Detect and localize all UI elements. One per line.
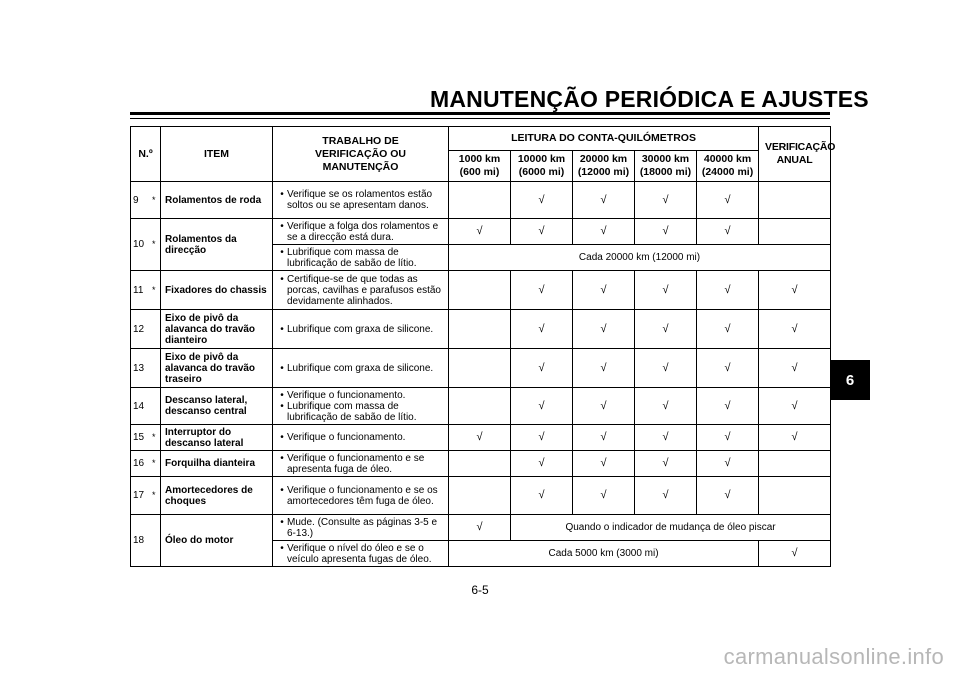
watermark: carmanualsonline.info	[723, 644, 944, 669]
table-row: 16 * Forquilha dianteira • Verifique o funcionamento e se apresenta fuga de óleo. √ √ √ √	[131, 451, 831, 477]
check-mark: √	[759, 425, 831, 451]
table-row: 13 Eixo de pivô da alavanca do travão traseiro • Lubrifique com graxa de silicone. √ √ √ √ √	[131, 349, 831, 388]
table-row: 11 * Fixadores do chassis • Certifique-se de que todas as porcas, cavilhas e parafusos estão devidamente alinhados. √ √ √ √ √	[131, 271, 831, 310]
check-mark: √	[573, 182, 635, 219]
check-mark: √	[635, 182, 697, 219]
check-mark: √	[449, 515, 511, 541]
check-mark: √	[697, 451, 759, 477]
check-mark: √	[511, 451, 573, 477]
check-mark: √	[697, 349, 759, 388]
check-mark: √	[697, 310, 759, 349]
header-annual: VERIFICAÇÃO ANUAL	[759, 127, 831, 182]
header-no: N.º	[131, 127, 161, 182]
check-mark: √	[759, 388, 831, 425]
check-mark: √	[635, 271, 697, 310]
check-mark: √	[635, 451, 697, 477]
table-row: 9 * Rolamentos de roda • Verifique se os rolamentos estão soltos ou se apresentam danos. √ √ √ √	[131, 182, 831, 219]
header-item: ITEM	[161, 127, 273, 182]
table-row: 17 * Amortecedores de choques • Verifique o funcionamento e se os amortecedores têm fuga de óleo. √ √ √ √	[131, 477, 831, 515]
check-mark: √	[635, 310, 697, 349]
check-mark: √	[449, 425, 511, 451]
check-mark: √	[573, 477, 635, 515]
check-mark: √	[511, 271, 573, 310]
check-mark: √	[697, 271, 759, 310]
table-row: 15 * Interruptor do descanso lateral • Verifique o funcionamento. √ √ √ √ √ √	[131, 425, 831, 451]
check-mark: √	[573, 349, 635, 388]
check-mark: √	[759, 349, 831, 388]
check-mark: √	[697, 219, 759, 245]
check-mark: √	[697, 425, 759, 451]
check-mark: √	[697, 182, 759, 219]
header-km-5: 40000 km (24000 mi)	[697, 151, 759, 182]
header-odometer: LEITURA DO CONTA-QUILÓMETROS	[449, 127, 759, 151]
check-mark: √	[511, 310, 573, 349]
table-row: 18 Óleo do motor • Mude. (Consulte as páginas 3-5 e 6-13.) √ Quando o indicador de mudança de óleo piscar	[131, 515, 831, 541]
check-mark: √	[573, 310, 635, 349]
check-mark: √	[573, 388, 635, 425]
table-row: 14 Descanso lateral, descanso central • Verifique o funcionamento. • Lubrifique com massa de lubrificação de sabão de lítio. √ √ √ √ √	[131, 388, 831, 425]
title-rule-thick	[130, 112, 830, 115]
check-mark: √	[635, 219, 697, 245]
table-row: 12 Eixo de pivô da alavanca do travão dianteiro • Lubrifique com graxa de silicone. √ √ √ √ √	[131, 310, 831, 349]
check-mark: √	[635, 349, 697, 388]
check-mark: √	[635, 425, 697, 451]
check-mark: √	[511, 388, 573, 425]
table-row: • Verifique o nível do óleo e se o veículo apresenta fugas de óleo. Cada 5000 km (3000 mi) √	[131, 541, 831, 567]
check-mark: √	[573, 271, 635, 310]
header-km-4: 30000 km (18000 mi)	[635, 151, 697, 182]
check-mark: √	[697, 477, 759, 515]
check-mark: √	[511, 477, 573, 515]
check-mark: √	[697, 388, 759, 425]
check-mark: √	[573, 425, 635, 451]
page-title: MANUTENÇÃO PERIÓDICA E AJUSTES	[430, 86, 869, 112]
table-row: 10 * Rolamentos da direcção • Verifique a folga dos rolamentos e se a direcção está dura. √ √ √ √ √	[131, 219, 831, 245]
check-mark: √	[511, 425, 573, 451]
table-row: • Lubrifique com massa de lubrificação de sabão de lítio. Cada 20000 km (12000 mi)	[131, 245, 831, 271]
check-mark: √	[511, 219, 573, 245]
check-mark: √	[635, 388, 697, 425]
check-mark: √	[759, 541, 831, 567]
check-mark: √	[635, 477, 697, 515]
check-mark: √	[449, 219, 511, 245]
check-mark: √	[759, 310, 831, 349]
header-km-3: 20000 km (12000 mi)	[573, 151, 635, 182]
check-mark: √	[573, 219, 635, 245]
header-km-2: 10000 km (6000 mi)	[511, 151, 573, 182]
page-number: 6-5	[471, 583, 489, 597]
maintenance-table	[130, 126, 836, 567]
header-km-1: 1000 km (600 mi)	[449, 151, 511, 182]
header-work: TRABALHO DE VERIFICAÇÃO OU MANUTENÇÃO	[273, 127, 449, 182]
title-rule-thin	[130, 118, 830, 119]
chapter-tab: 6	[830, 360, 870, 400]
check-mark: √	[759, 271, 831, 310]
check-mark: √	[573, 451, 635, 477]
check-mark: √	[511, 349, 573, 388]
check-mark: √	[511, 182, 573, 219]
